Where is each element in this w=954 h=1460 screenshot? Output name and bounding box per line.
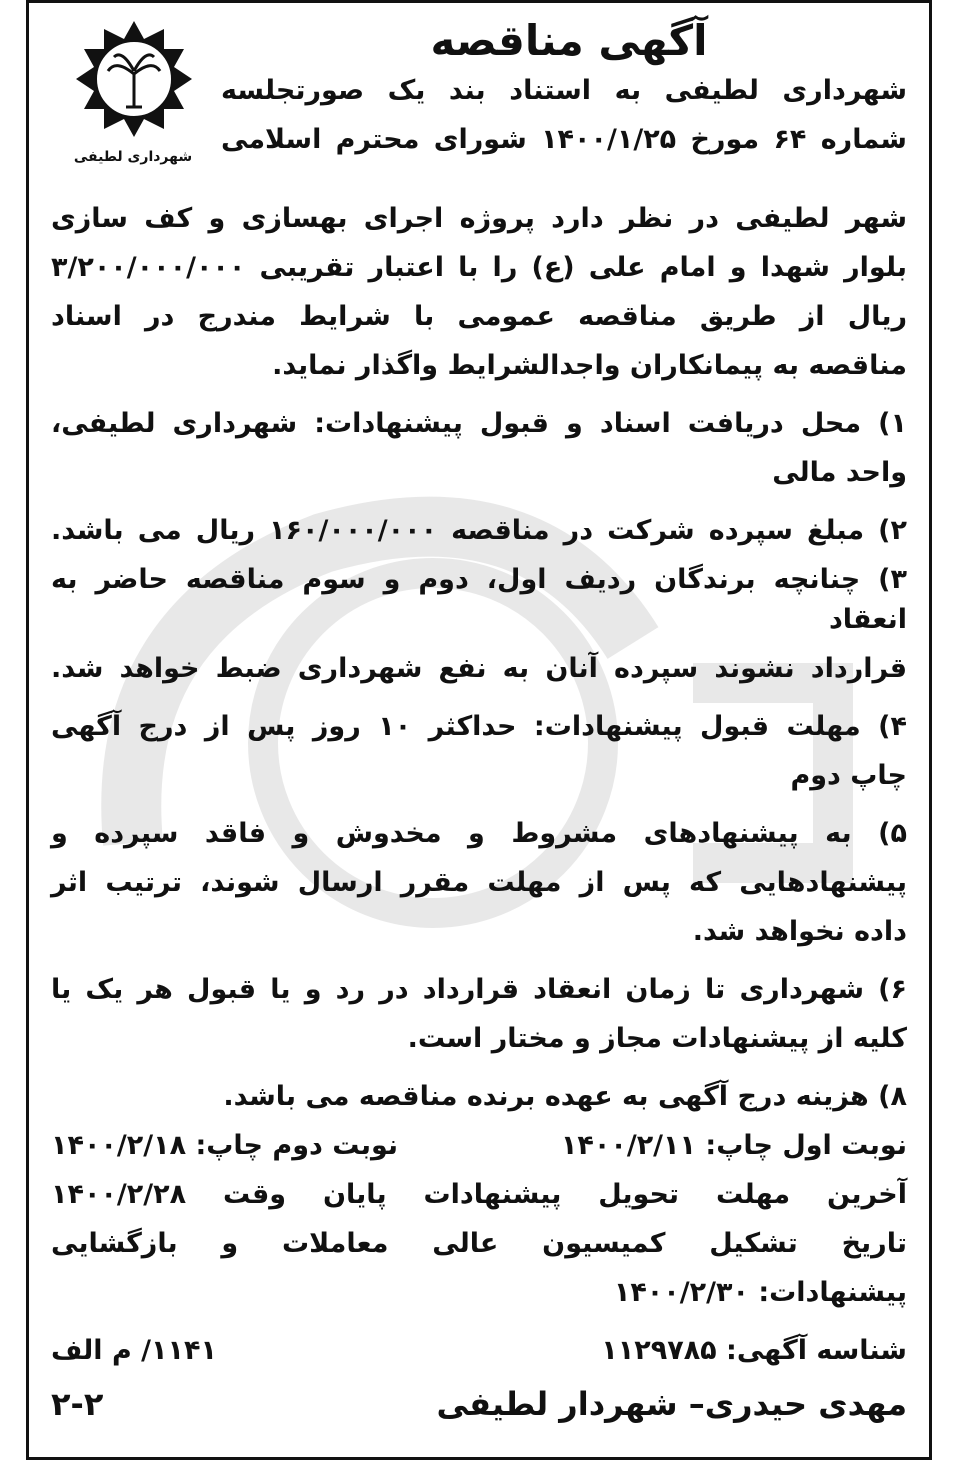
clause-3: ۳) چنانچه برندگان ردیف اول، دوم و سوم مناقصه حاضر به انعقاد xyxy=(51,564,907,635)
notice-title: آگهی مناقصه xyxy=(430,16,708,65)
reference-code: ۱۱۴۱/ م الف xyxy=(51,1335,217,1366)
ad-id-row xyxy=(51,1331,907,1371)
clause-4: ۴) مهلت قبول پیشنهادات: حداکثر ۱۰ روز پس از درج آگهی xyxy=(51,711,907,742)
municipality-logo xyxy=(59,19,209,139)
body-line: قرارداد نشوند سپرده آنان به نفع شهرداری ضبط خواهد شد. xyxy=(51,653,907,684)
edition-number: ۲-۲ xyxy=(51,1385,104,1423)
logo-caption: شهرداری لطیفی xyxy=(73,149,193,165)
body-line: کلیه از پیشنهادات مجاز و مختار است. xyxy=(407,1023,907,1054)
signature-row xyxy=(51,1380,907,1428)
commission-date: پیشنهادات: ۱۴۰۰/۲/۳۰ xyxy=(613,1277,907,1308)
clause-1: ۱) محل دریافت اسناد و قبول پیشنهادات: شهرداری لطیفی، xyxy=(51,408,907,439)
clause-2: ۲) مبلغ سپرده شرکت در مناقصه ۱۶۰/۰۰۰/۰۰۰ ریال می باشد. xyxy=(51,515,907,546)
body-line: چاپ دوم xyxy=(790,760,907,791)
signature: مهدی حیدری– شهردار لطیفی xyxy=(436,1385,907,1423)
body-line: ریال از طریق مناقصه عمومی با شرایط مندرج در اسناد xyxy=(51,301,907,332)
ad-id: شناسه آگهی: ۱۱۲۹۷۸۵ xyxy=(601,1335,907,1366)
body-line: مناقصه به پیمانکاران واجدالشرایط واگذار نماید. xyxy=(272,350,907,381)
body-line: واحد مالی xyxy=(772,457,907,488)
body-line: شماره ۶۴ مورخ ۱۴۰۰/۱/۲۵ شورای محترم اسلامی xyxy=(221,124,907,155)
clause-8: ۸) هزینه درج آگهی به عهده برنده مناقصه می باشد. xyxy=(223,1081,907,1112)
body-line: شهر لطیفی در نظر دارد پروژه اجرای بهسازی و کف سازی xyxy=(51,203,907,234)
notice-border xyxy=(26,0,932,1460)
commission-date-label: تاریخ تشکیل کمیسیون عالی معاملات و بازگشایی xyxy=(51,1228,907,1259)
print-dates-row xyxy=(51,1126,907,1166)
submission-deadline: آخرین مهلت تحویل پیشنهادات پایان وقت ۱۴۰۰/۲/۲۸ xyxy=(51,1179,907,1210)
clause-6: ۶) شهرداری تا زمان انعقاد قرارداد در رد و یا قبول هر یک یا xyxy=(51,974,907,1005)
notice-header xyxy=(51,11,907,181)
second-print-date: نوبت دوم چاپ: ۱۴۰۰/۲/۱۸ xyxy=(51,1130,399,1161)
body-line: داده نخواهد شد. xyxy=(692,916,907,947)
body-line: بلوار شهدا و امام علی (ع) را با اعتبار تقریبی ۳/۲۰۰/۰۰۰/۰۰۰ xyxy=(51,252,907,283)
clause-5: ۵) به پیشنهادهای مشروط و مخدوش و فاقد سپرده و xyxy=(51,818,907,849)
body-line: پیشنهادهایی که پس از مهلت مقرر ارسال شوند، ترتیب اثر xyxy=(51,867,907,898)
body-line: شهرداری لطیفی به استناد بند یک صورتجلسه xyxy=(221,75,907,106)
first-print-date: نوبت اول چاپ: ۱۴۰۰/۲/۱۱ xyxy=(560,1130,907,1161)
